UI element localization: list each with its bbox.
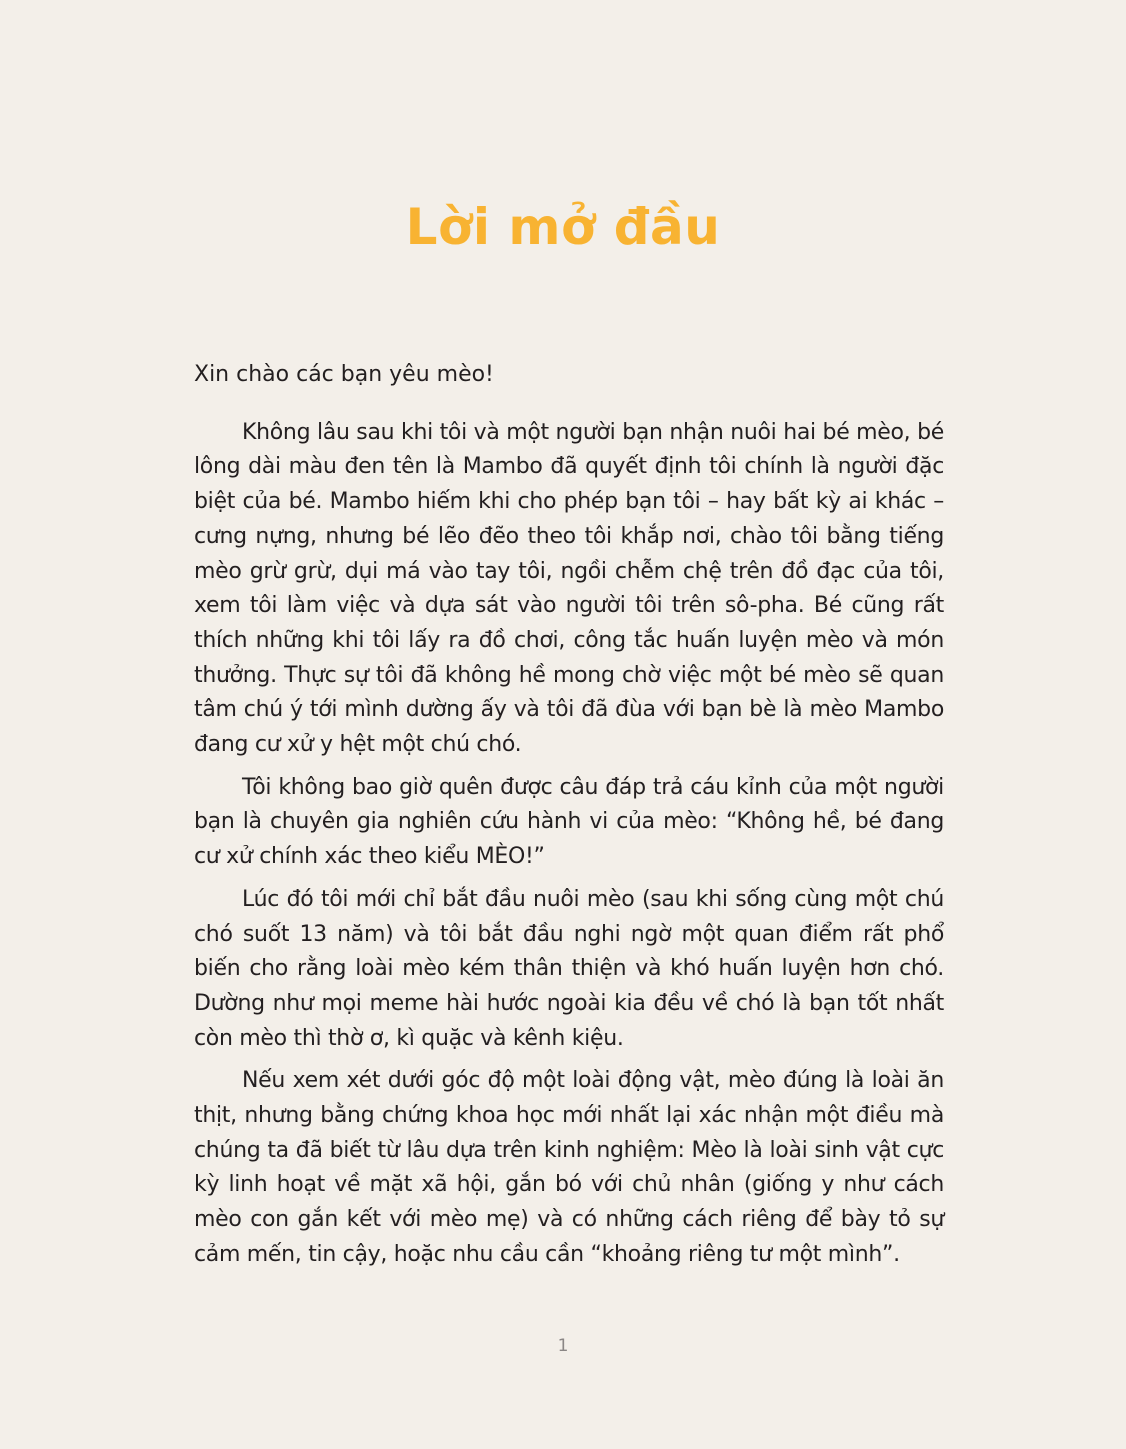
paragraph: Tôi không bao giờ quên được câu đáp trả cáu kỉnh của một người bạn là chuyên gia nghiên cứu hành vi của mèo: “Không hề, bé đang cư xử chính xác theo kiểu MÈO!”: [194, 774, 944, 870]
paragraph: Lúc đó tôi mới chỉ bắt đầu nuôi mèo (sau khi sống cùng một chú chó suốt 13 năm) và tôi bắt đầu nghi ngờ một quan điểm rất phổ biến cho rằng loài mèo kém thân thiện và khó huấn luyện hơn chó. Dường như mọi meme hài hước ngoài kia đều về chó là bạn tốt nhất còn mèo thì thờ ơ, kì quặc và kênh kiệu.: [194, 886, 944, 1051]
chapter-body: [194, 358, 944, 1281]
greeting-line: Xin chào các bạn yêu mèo!: [194, 362, 494, 387]
page-number: 1: [557, 1336, 569, 1356]
paragraph: Không lâu sau khi tôi và một người bạn nhận nuôi hai bé mèo, bé lông dài màu đen tên là Mambo đã quyết định tôi chính là người đặc biệt của bé. Mambo hiếm khi cho phép bạn tôi – hay bất kỳ ai khác – cưng nựng, nhưng bé lẽo đẽo theo tôi khắp nơi, chào tôi bằng tiếng mèo grừ grừ, dụi má vào tay tôi, ngồi chễm chệ trên đồ đạc của tôi, xem tôi làm việc và dựa sát vào người tôi trên sô-pha. Bé cũng rất thích những khi tôi lấy ra đồ chơi, công tắc huấn luyện mèo và món thưởng. Thực sự tôi đã không hề mong chờ việc một bé mèo sẽ quan tâm chú ý tới mình dường ấy và tôi đã đùa với bạn bè là mèo Mambo đang cư xử y hệt một chú chó.: [194, 419, 944, 758]
paragraph: Nếu xem xét dưới góc độ một loài động vật, mèo đúng là loài ăn thịt, nhưng bằng chứng khoa học mới nhất lại xác nhận một điều mà chúng ta đã biết từ lâu dựa trên kinh nghiệm: Mèo là loài sinh vật cực kỳ linh hoạt về mặt xã hội, gắn bó với chủ nhân (giống y như cách mèo con gắn kết với mèo mẹ) và có những cách riêng để bày tỏ sự cảm mến, tin cậy, hoặc nhu cầu cần “khoảng riêng tư một mình”.: [194, 1068, 944, 1267]
chapter-title: Lời mở đầu: [405, 198, 721, 256]
